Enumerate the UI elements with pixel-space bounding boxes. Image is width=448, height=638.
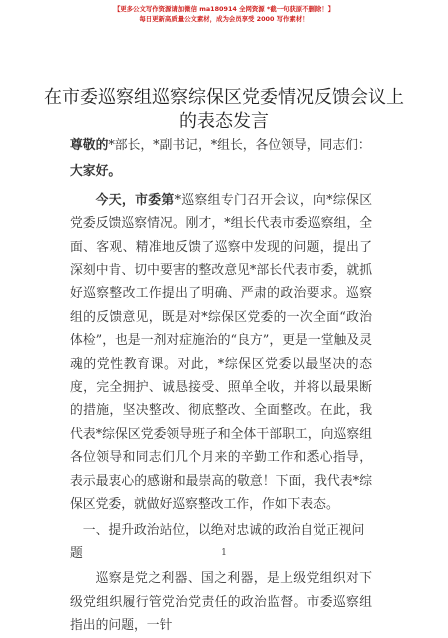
salutation-bold: 尊敬的 [70, 138, 109, 153]
watermark-banner [0, 4, 448, 24]
document-body [70, 134, 372, 638]
section-heading-1: 一、提升政治站位，以绝对忠诚的政治自觉正视问题 [70, 522, 365, 561]
banner-line-1: 【更多公文写作资源请加微信 ma180914 全网资源 *截一句获原不删除！】 [113, 5, 335, 13]
page-number: 1 [221, 548, 227, 558]
paragraph-1-text: *巡察组专门召开会议，向*综保区党委反馈巡察情况。刚才，*组长代表市委巡察组，全面、客观、精准地反馈了巡察中发现的问题，提出了深刻中肯、切中要害的整改意见*部长代表市委，就抓好巡察整改工作提出了明确、严肃的政治要求。巡察组的反馈意见，既是对*综保区党委的一次全面“政治体检”，也是一剂对症施治的“良方”，更是一堂触及灵魂的党性教育课。对此，*综保区党委以最坚决的态度，完全拥护、诚恳接受、照单全收，并将以最果断的措施，坚决整改、彻底整改、全面整改。在此，我代表*综保区党委领导班子和全体干部职工，向巡察组各位领导和同志们几个月来的辛勤工作和悉心指导，表示最衷心的感谢和最崇高的敬意！下面，我代表*综保区党委，就做好巡察整改工作，作如下表态。 [70, 192, 373, 513]
salutation-rest: *部长，*副书记，*组长，各位领导，同志们： [108, 138, 371, 153]
banner-line-2: 每日更新高质量公文素材，成为会员享受 2000 写作素材！ [139, 15, 309, 23]
salutation [70, 134, 372, 157]
paragraph-1-lead-2: 市委第 [135, 192, 175, 208]
paragraph-1 [70, 189, 372, 517]
paragraph-2: 巡察是党之利器、国之利器，是上级党组织对下级党组织履行管党治党责任的政治监督。市委巡察组指出的问题，一针 [70, 571, 372, 634]
document-title: 在市委巡察组巡察综保区党委情况反馈会议上的表态发言 [44, 87, 404, 132]
paragraph-1-lead-1: 今天， [95, 192, 136, 208]
greeting: 大家好。 [70, 164, 122, 180]
